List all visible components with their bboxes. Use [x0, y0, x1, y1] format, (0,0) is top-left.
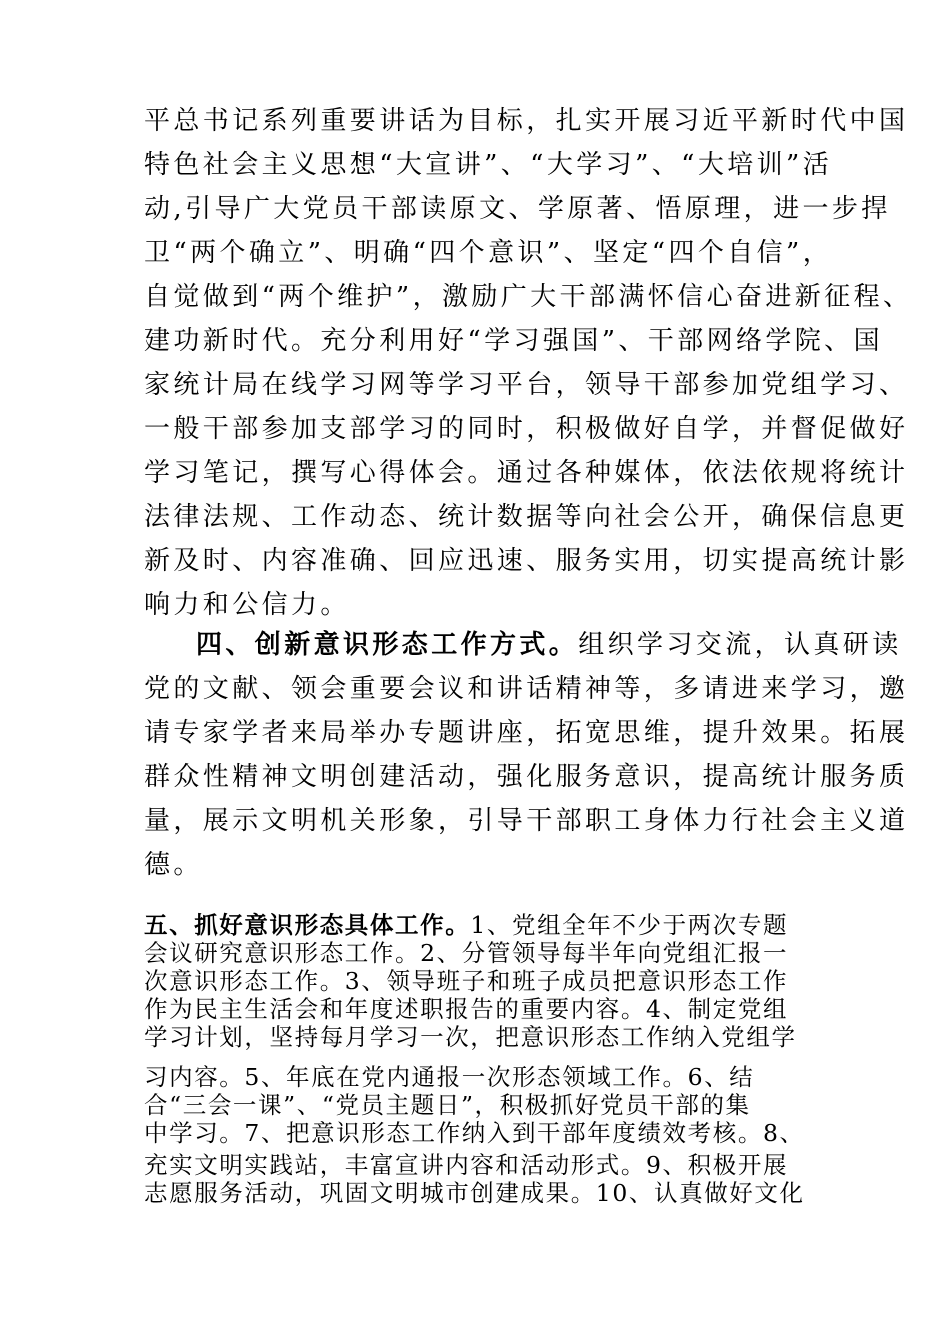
- section-5-heading: 五、抓好意识形态具体工作。: [144, 911, 471, 939]
- section-5-first-line-text: 1、党组全年不少于两次专题: [470, 911, 789, 939]
- paragraph-line: 中学习。7、把意识形态工作纳入到干部年度绩效考核。8、: [144, 1119, 805, 1147]
- paragraph-line: 量，展示文明机关形象，引导干部职工身体力行社会主义道: [144, 806, 909, 836]
- paragraph-line: 家统计局在线学习网等学习平台，领导干部参加党组学习、: [144, 370, 909, 400]
- paragraph-line: 会议研究意识形态工作。2、分管领导每半年向党组汇报一: [144, 939, 789, 967]
- paragraph-line: 动,引导广大党员干部读原文、学原著、悟原理，进一步捍: [144, 194, 891, 224]
- paragraph-line: 作为民主生活会和年度述职报告的重要内容。4、制定党组: [144, 995, 789, 1023]
- paragraph-line: 学习笔记，撰写心得体会。通过各种媒体，依法依规将统计: [144, 458, 909, 488]
- paragraph-line: 平总书记系列重要讲话为目标，扎实开展习近平新时代中国: [144, 106, 909, 136]
- paragraph-line: 志愿服务活动，巩固文明城市创建成果。10、认真做好文化: [144, 1179, 805, 1207]
- paragraph-line: 法律法规、工作动态、统计数据等向社会公开，确保信息更: [144, 502, 909, 532]
- paragraph-line: 习内容。5、年底在党内通报一次形态领域工作。6、结: [144, 1063, 755, 1091]
- paragraph-line: 特色社会主义思想“大宣讲”、“大学习”、“大培训”活: [144, 150, 833, 180]
- paragraph-line: 合“三会一课”、“党员主题日”，积极抓好党员干部的集: [144, 1091, 751, 1119]
- paragraph-line: 德。: [144, 850, 203, 880]
- section-5-first-line: [144, 911, 789, 939]
- paragraph-line: 卫“两个确立”、明确“四个意识”、坚定“四个自信”，: [144, 238, 833, 268]
- paragraph-line: 次意识形态工作。3、领导班子和班子成员把意识形态工作: [144, 967, 789, 995]
- paragraph-line: 充实文明实践站，丰富宣讲内容和活动形式。9、积极开展: [144, 1151, 789, 1179]
- section-4-heading: 四、创新意识形态工作方式。: [196, 630, 579, 660]
- paragraph-line: 响力和公信力。: [144, 590, 350, 620]
- paragraph-line: 学习计划，坚持每月学习一次，把意识形态工作纳入党组学: [144, 1023, 797, 1051]
- paragraph-line: 请专家学者来局举办专题讲座，拓宽思维，提升效果。拓展: [144, 718, 909, 748]
- paragraph-line: 自觉做到“两个维护”，激励广大干部满怀信心奋进新征程、: [144, 282, 913, 312]
- section-4-first-line-text: 组织学习交流，认真研读: [578, 630, 902, 660]
- paragraph-line: 一般干部参加支部学习的同时，积极做好自学，并督促做好: [144, 414, 909, 444]
- paragraph-line: 群众性精神文明创建活动，强化服务意识，提高统计服务质: [144, 762, 909, 792]
- paragraph-line: 建功新时代。充分利用好“学习强国”、干部网络学院、国: [144, 326, 883, 356]
- section-4-first-line: [196, 632, 902, 658]
- paragraph-line: 党的文献、领会重要会议和讲话精神等，多请进来学习，邀: [144, 674, 909, 704]
- paragraph-line: 新及时、内容准确、回应迅速、服务实用，切实提高统计影: [144, 546, 909, 576]
